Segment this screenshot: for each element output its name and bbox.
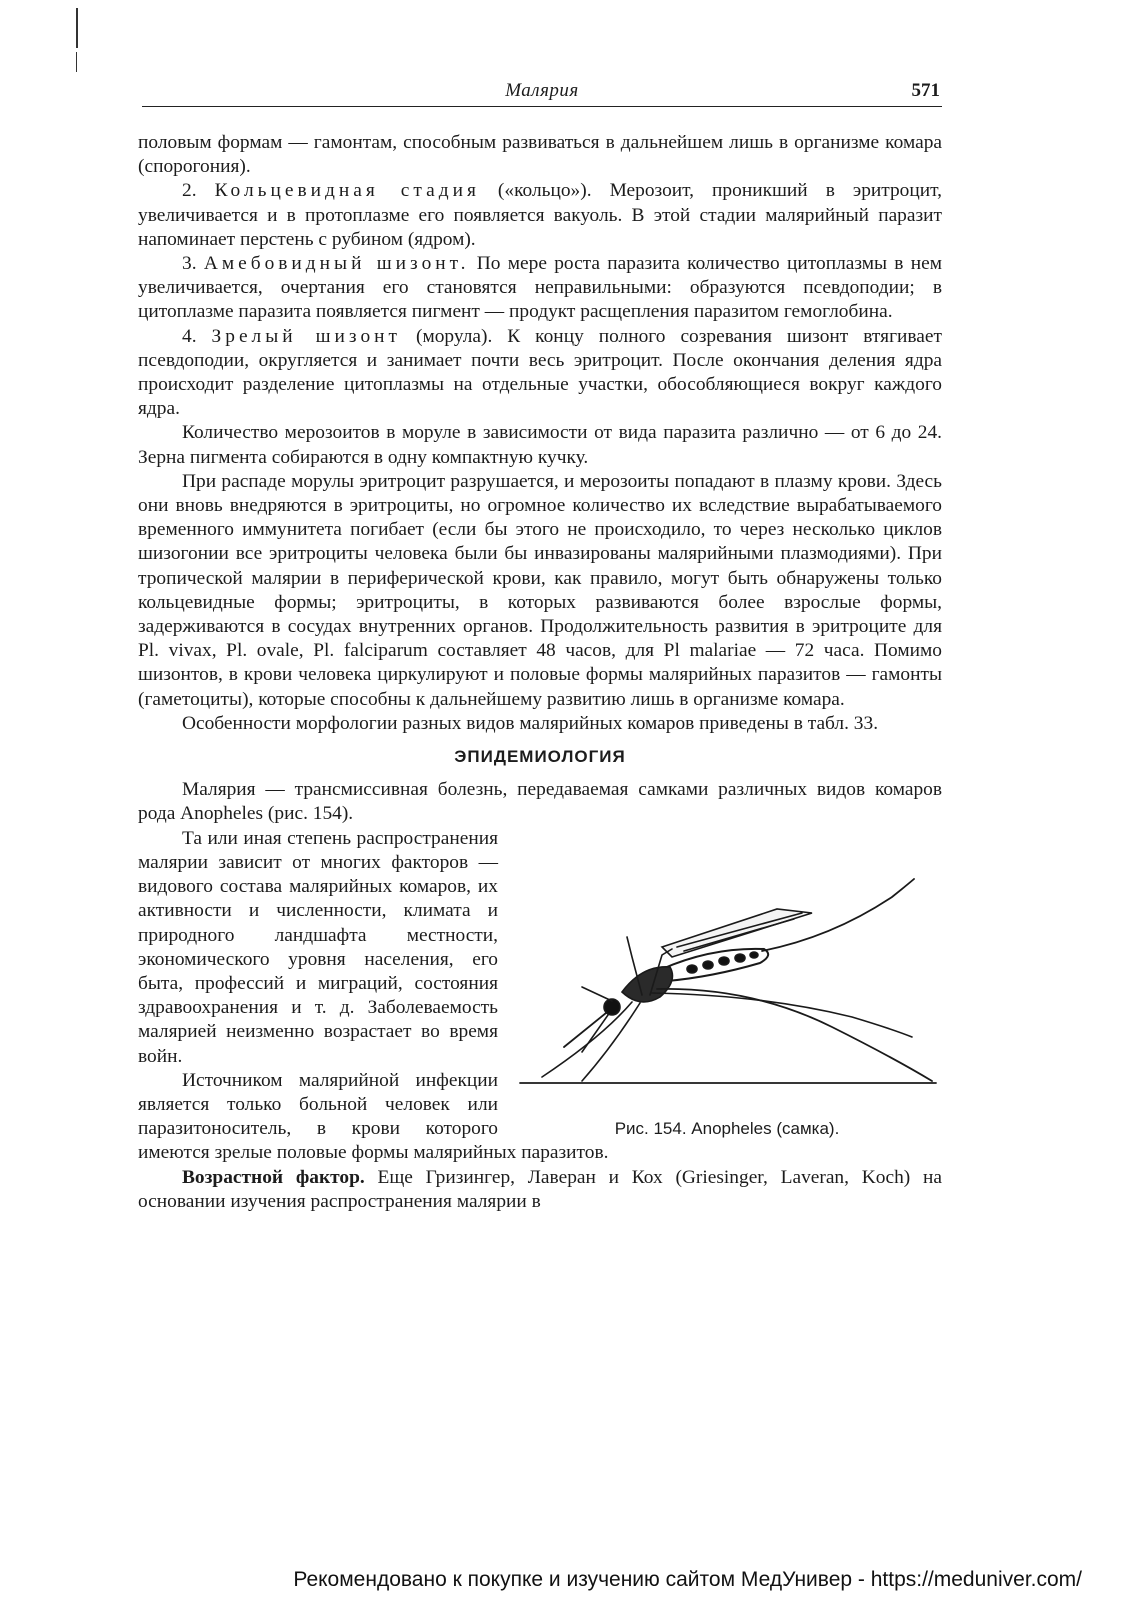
section-heading: ЭПИДЕМИОЛОГИЯ	[454, 747, 626, 767]
running-title: Малярия	[505, 80, 579, 101]
paragraph	[138, 325, 942, 422]
figure-caption: Рис. 154. Anopheles (самка).	[614, 1118, 840, 1138]
spaced-term: Амебовидный шизонт.	[203, 253, 470, 275]
paragraph: половым формам — гамонтам, способным развиваться в дальнейшем лишь в организме комара (спорогония).	[138, 132, 942, 178]
paragraph: Источником малярийной инфекции является только больной человек или паразитоноситель, в крови которого имеются зрелые половые формы малярийных паразитов.	[138, 1069, 609, 1164]
footer-note: Рекомендовано к покупке и изучению сайтом МедУнивер - https://meduniver.com/	[293, 1568, 1082, 1591]
paragraph-text: (морула). К концу полного созревания шизонт втягивает псевдоподии, округляется и занимает почти весь эритроцит. После окончания деления ядра происходит разделение цитоплазмы на отдельные участки, обособляющиеся вокруг каждого ядра.	[138, 325, 942, 420]
paragraph: При распаде морулы эритроцит разрушается, и мерозоиты попадают в плазму крови. Здесь они вновь внедряются в эритроциты, но огромное количество их вследствие вырабатываемого временного иммунитета погибает (если бы этого не происходило, то через несколько циклов шизогонии все эритроциты человека были бы инвазированы малярийными плазмодиями). При тропической малярии в периферической крови, как правило, могут быть обнаружены только кольцевидные формы; эритроциты, в которых развиваются более взрослые формы, задерживаются в сосудах внутренних органов. Продолжительность развития в эритроците для Pl. vivax, Pl. ovale, Pl. falciparum составляет 48 часов, для Pl malariae — 72 часа. Помимо шизонтов, в крови человека циркулируют и половые формы малярийных паразитов — гамонты (гаметоциты), которые способны к дальнейшему развитию лишь в организме комара.	[138, 470, 942, 710]
paragraph: Та или иная степень распространения малярии зависит от многих факторов — видового состава малярийных комаров, их активности и численности, климата и природного ландшафта местности, экономического уровня населения, его быта, профессий и миграций, состояния здравоохранения и т. д. Заболеваемость малярией неизменно возрастает во время войн.	[138, 827, 498, 1067]
paragraph-text: По мере роста паразита количество цитоплазмы в нем увеличивается, очертания его становятся неправильными: образуются псевдоподии; в цитоплазме паразита появляется пигмент — продукт расщепления паразитом гемоглобина.	[138, 253, 942, 323]
paragraph	[138, 179, 942, 252]
paragraph: Количество мерозоитов в моруле в зависимости от вида паразита различно — от 6 до 24. Зерна пигмента собираются в одну компактную кучку.	[138, 422, 942, 468]
bold-term: Возрастной фактор.	[182, 1166, 365, 1188]
spaced-term: Зрелый шизонт	[211, 325, 402, 347]
paragraph: Малярия — трансмиссивная болезнь, передаваемая самками различных видов комаров рода Anopheles (рис. 154).	[138, 779, 942, 825]
page-body	[138, 131, 942, 1214]
paragraph-text: Еще Гризингер, Лаверан и Кох (Griesinger, Laveran, Koch) на основании изучения распространения малярии в	[138, 1166, 942, 1212]
list-number: 2.	[182, 180, 197, 202]
paragraph	[138, 252, 942, 325]
scan-edge-mark	[76, 8, 78, 48]
spaced-term: Кольцевидная стадия	[214, 180, 480, 202]
page-number: 571	[911, 80, 940, 101]
paragraph: Особенности морфологии разных видов малярийных комаров приведены в табл. 33.	[182, 712, 879, 734]
figure	[512, 877, 942, 1141]
running-header	[142, 78, 942, 107]
scan-edge-mark	[76, 52, 77, 72]
list-number: 4.	[182, 325, 197, 347]
mosquito-illustration	[512, 877, 942, 1087]
paragraph	[138, 1166, 942, 1214]
paragraph-text: («кольцо»). Мерозоит, проникший в эритроцит, увеличивается и в протоплазме его появляется вакуоль. В этой стадии малярийный паразит напоминает перстень с рубином (ядром).	[138, 180, 942, 250]
list-number: 3.	[182, 253, 197, 275]
